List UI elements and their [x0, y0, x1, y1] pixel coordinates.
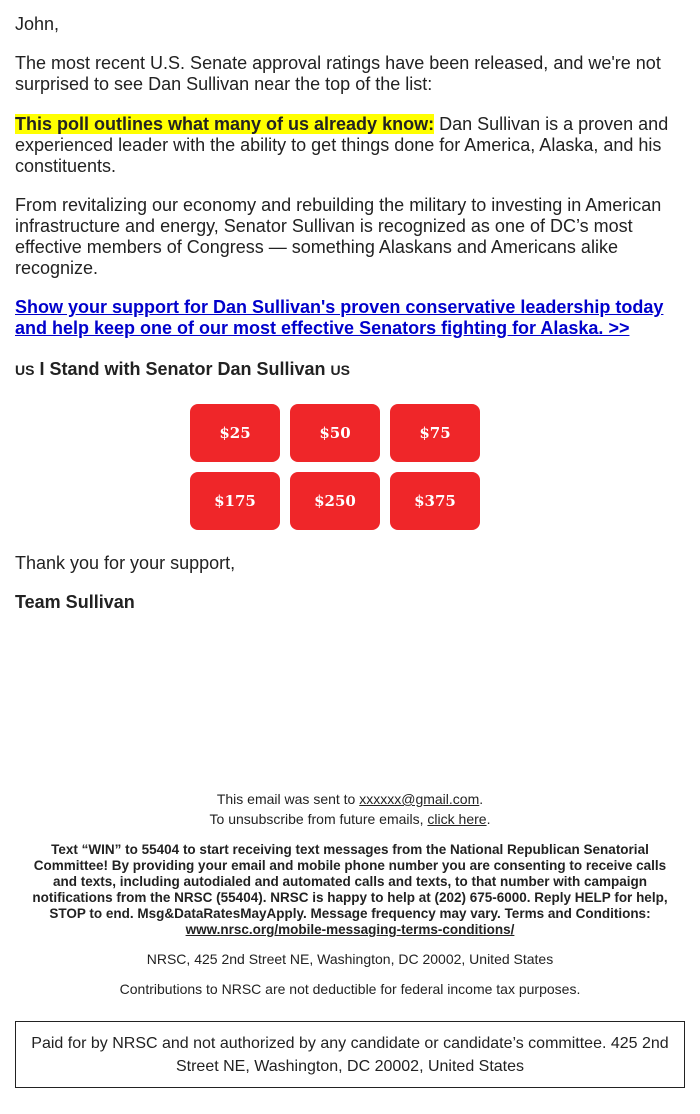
- sms-text: Text “WIN” to 55404 to start receiving text messages from the National Republican Senatorial Committee! By providing your email and mobile phone number you are consenting to receive calls and texts, including autodialed and automated calls and texts, to that number with campaign notifications from the NRSC (55404). NRSC is happy to help at (202) 675-6000. Reply HELP for help, STOP to end. Msg&DataRatesMayApply. Message frequency may vary. Terms and Conditions:: [32, 842, 668, 921]
- donate-25-button[interactable]: $25: [190, 404, 280, 462]
- us-flag-icon: US: [15, 362, 35, 378]
- donate-175-button[interactable]: $175: [190, 472, 280, 530]
- footer-unsubscribe: [0, 789, 700, 829]
- intro-paragraph: The most recent U.S. Senate approval ratings have been released, and we're not surprised to see Dan Sullivan near the top of the list:: [15, 53, 661, 94]
- donate-50-button[interactable]: $50: [290, 404, 380, 462]
- economy-paragraph: From revitalizing our economy and rebuilding the military to investing in American infrastructure and energy, Senator Sullivan is recognized as one of DC’s most effective members of Congress — something Alaskans and Americans alike recognize.: [15, 195, 662, 278]
- thanks-text: Thank you for your support,: [15, 553, 236, 573]
- donate-250-button[interactable]: $250: [290, 472, 380, 530]
- support-link[interactable]: Show your support for Dan Sullivan's proven conservative leadership today and help keep one of our most effective Senators fighting for Alaska. >>: [15, 297, 664, 338]
- unsubscribe-link[interactable]: click here: [427, 811, 487, 827]
- poll-paragraph-text: Dan Sullivan is a proven and experienced leader with the ability to get things done for America, Alaska, and his constituents.: [15, 114, 669, 176]
- signature: Team Sullivan: [15, 592, 135, 612]
- stand-with-heading: [15, 359, 350, 381]
- sent-to-line: This email was sent to xxxxxx@gmail.com.: [216, 791, 484, 807]
- terms-link[interactable]: www.nrsc.org/mobile-messaging-terms-conditions/: [185, 922, 515, 937]
- email-link[interactable]: xxxxxx@gmail.com: [359, 791, 480, 807]
- stand-with-text: I Stand with Senator Dan Sullivan: [34, 359, 331, 379]
- donate-75-button[interactable]: $75: [390, 404, 480, 462]
- support-paragraph: [15, 297, 680, 339]
- paid-for-box: Paid for by NRSC and not authorized by any candidate or candidate’s committee. 425 2nd Street NE, Washington, DC 20002, United States: [15, 1021, 685, 1088]
- sms-disclaimer: [0, 842, 700, 938]
- unsubscribe-line: To unsubscribe from future emails, click here.: [209, 811, 491, 827]
- poll-paragraph: [15, 114, 680, 177]
- highlighted-statement: This poll outlines what many of us already know:: [15, 114, 435, 134]
- us-flag-icon: US: [330, 362, 350, 378]
- footer-address: NRSC, 425 2nd Street NE, Washington, DC 20002, United States: [146, 951, 554, 967]
- tax-note: Contributions to NRSC are not deductible for federal income tax purposes.: [119, 981, 581, 997]
- greeting: John,: [15, 14, 60, 34]
- donate-375-button[interactable]: $375: [390, 472, 480, 530]
